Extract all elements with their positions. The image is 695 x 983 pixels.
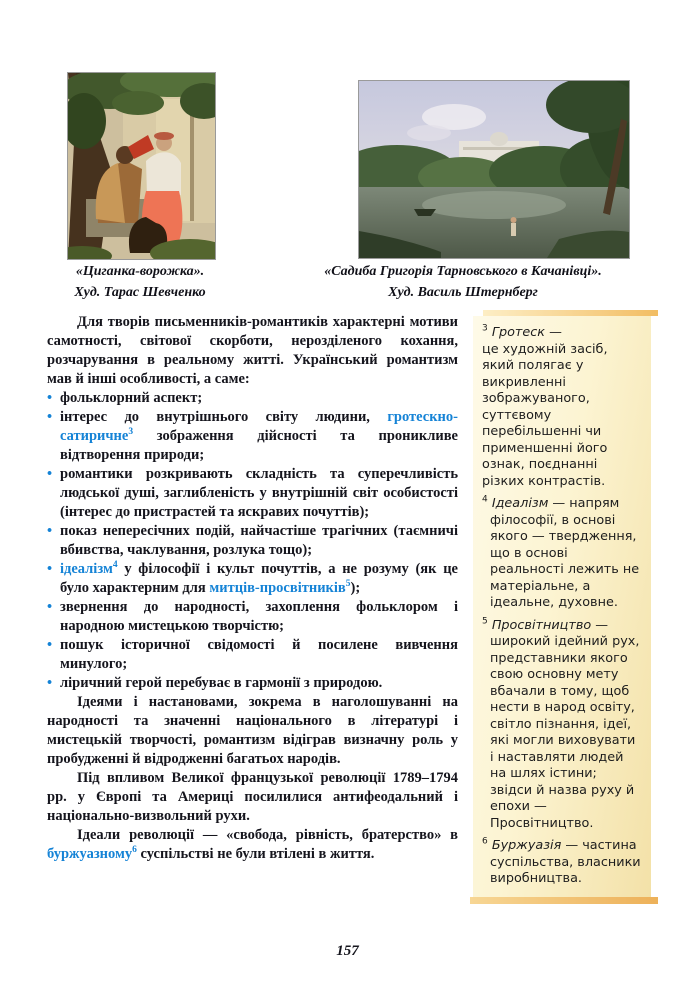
left-caption-artist: Худ. Тарас Шевченко: [74, 284, 206, 300]
footnote-ref-sup-4: 4: [112, 560, 118, 571]
kachanivka-estate-painting: [358, 80, 630, 259]
definition-separator: —: [561, 838, 583, 853]
definition-term: Ідеалізм: [491, 496, 549, 511]
footnote-number-3: 3: [482, 323, 488, 334]
footnote-ref-sup-5: 5: [345, 579, 351, 590]
definition-term: Гротеск: [491, 325, 545, 340]
footnote-number-6: 6: [482, 836, 488, 847]
definition-text: широкий ідейний рух, представники якого свою основну мету вбачали в тому, щоб нести в народ освіту, світло пізнання, ідеї, які могли виховувати і наставляти людей на шлях істини; звідси й назва руху й епохи — Просвітництво.: [490, 634, 640, 831]
definition-separator: —: [548, 496, 570, 511]
footnote-ref-sup-6: 6: [132, 845, 137, 856]
definition-idealism: [482, 496, 642, 612]
bullet-text: звернення до народності, захоплення фольклором і народною мистецькою творчістю;: [60, 599, 458, 634]
left-figure-caption: [25, 262, 255, 303]
footnote-ref-idealism: ідеалізм: [60, 561, 113, 577]
intro-paragraph: Для творів письменників-романтиків характерні мотиви самотності, світової скорботи, нерозділеного кохання, розчарування в реальному житті. Український романтизм мав й інші особливості, а саме:: [47, 314, 458, 387]
bullet-text: інтерес до внутрішнього світу людини,: [60, 409, 388, 425]
bullet-text: фольклорний аспект;: [60, 390, 203, 406]
definition-enlightenment: [482, 618, 642, 833]
main-text-column: [47, 313, 651, 911]
definition-text: це художній засіб, який полягає у викривленні зображуваного, суттєвому перебільшенні чи применшенні його ознак, поєднанні різких контрастів.: [482, 341, 608, 489]
bullet-text: у філософії і культ почуттів, а не розуму (як це було характерним для: [60, 561, 458, 596]
definitions-sidebar: [473, 316, 651, 897]
bullet-text: пошук історичної свідомості й посилене вивчення минулого;: [60, 637, 458, 672]
definition-separator: —: [591, 617, 609, 633]
right-figure-caption: [258, 262, 668, 303]
gypsy-fortune-teller-painting: [67, 72, 216, 260]
footnote-ref-bourgeois: буржуазному: [47, 846, 133, 862]
footnote-ref-enlighteners: митців-просвітників: [209, 580, 346, 596]
footnote-number-5: 5: [482, 616, 488, 627]
definition-separator: —: [545, 325, 562, 340]
footnote-ref-sup-3: 3: [128, 427, 134, 438]
footnote-ref-grotesque: гротескно-сатиричне: [60, 409, 458, 444]
definition-text: частина суспільства, власники виробництва.: [490, 838, 641, 886]
revolution-paragraph: Під впливом Великої французької революції 1789–1794 рр. у Європі та Америці посилилися антифеодальний і національно-визвольний рухи.: [47, 770, 458, 824]
page-number: 157: [336, 943, 359, 959]
definition-text: напрям філософії, в основі якого — твердження, що в основі реальності лежить не матеріальне, а ідеальне, духовне.: [490, 496, 640, 610]
definition-grotesque: [482, 325, 642, 490]
bullet-text: романтики розкривають складність та суперечливість людської душі, заглибленість у внутрішній світ особистості (інтерес до пристрастей та яскравих почуттів);: [60, 466, 458, 520]
definition-term: Просвітництво: [491, 617, 592, 633]
estate-painting-art: [359, 81, 629, 258]
paragraph-text: Ідеали революції — «свобода, рівність, братерство» в: [77, 827, 458, 843]
bullet-text: показ непересічних подій, найчастіше трагічних (таємничі вбивства, чаклування, розлука тощо);: [60, 523, 458, 558]
definition-term: Буржуазія: [491, 838, 562, 853]
bullet-text: );: [350, 580, 361, 596]
right-caption-title: «Садиба Григорія Тарновського в Качанівці».: [324, 264, 602, 279]
bullet-text: зображення дійсності та проникливе відтворення природи;: [60, 428, 458, 463]
footnote-number-4: 4: [482, 494, 488, 505]
left-caption-title: «Циганка-ворожка».: [75, 264, 205, 279]
gypsy-painting-art: [68, 73, 215, 259]
definition-bourgeoisie: [482, 838, 642, 888]
ideas-paragraph: Ідеями і настановами, зокрема в наголошуванні на народності та значенні національного в літературі і мистецькій творчості, романтизм відіграв визначну роль у пробудженні й відродженні багатьох народів.: [47, 694, 458, 767]
paragraph-text: суспільстві не були втілені в життя.: [136, 846, 375, 862]
right-caption-artist: Худ. Василь Штернберг: [388, 284, 538, 300]
bullet-text: ліричний герой перебуває в гармонії з природою.: [60, 675, 383, 691]
